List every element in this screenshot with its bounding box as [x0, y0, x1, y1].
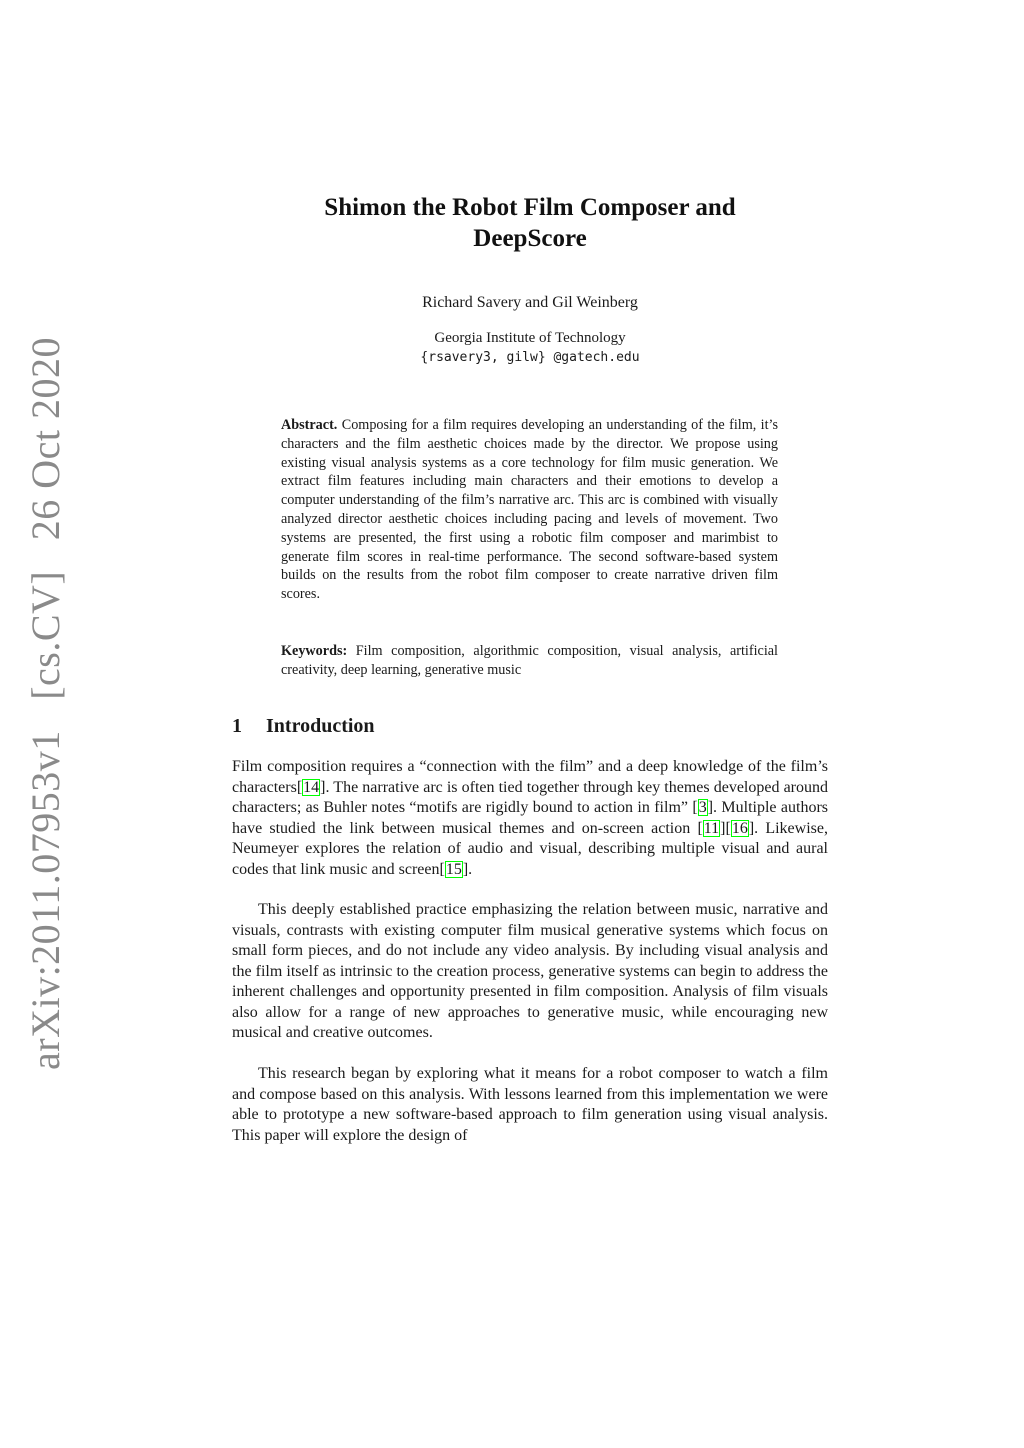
paragraph-1: Film composition requires a “connection with the film” and a deep knowledge of the film’s characters[14]. The narrative arc is often tied together through key themes developed around characters; as Buhler notes “motifs are rigidly bound to action in film” [3]. Multiple authors have studied the link between musical themes and on-screen action [11][16]. Likewise, Neumeyer explores the relation of audio and visual, describing multiple visual and aural codes that link music and screen[15].	[232, 758, 828, 878]
paragraph-1-text-b: . The narrative arc is often tied together through key themes developed around characters; as Buhler notes “motifs are rigidly bound to action in film”	[232, 778, 828, 816]
affiliation	[232, 329, 828, 367]
title-line-1: Shimon the Robot Film Composer and	[324, 194, 736, 221]
citation-link-3[interactable]: 3	[698, 799, 707, 816]
section-title: Introduction	[266, 715, 375, 737]
author-emails: {rsavery3, gilw} @gatech.edu	[420, 350, 640, 365]
abstract-label: Abstract.	[281, 417, 338, 433]
paragraph-3-text: This research began by exploring what it means for a robot composer to watch a film and compose based on this analysis. With lessons learned from this implementation we were able to prototype a new software-based approach to film generation using visual analysis. This paper will explore the design of	[232, 1065, 828, 1144]
abstract-text: Composing for a film requires developing an understanding of the film, it’s characters and the film aesthetic choices made by the director. We propose using existing visual analysis systems as a core technology for film music generation. We extract film features including main characters and their emotions to develop a computer understanding of the film’s narrative arc. This arc is combined with visually analyzed director aesthetic choices including pacing and levels of movement. Two systems are presented, the first using a robotic film composer and marimbist to generate film scores in real-time performance. The second software-based system builds on the results from the robot film composer to create narrative driven film scores.	[281, 417, 779, 603]
arxiv-id[interactable]: arXiv:2011.07953v1	[23, 730, 68, 1070]
arxiv-category: [cs.CV]	[23, 570, 68, 700]
paragraph-2	[232, 900, 828, 1044]
title-line-2: DeepScore	[473, 225, 587, 252]
citation-link-11[interactable]: 11	[703, 819, 720, 837]
arxiv-date: 26 Oct 2020	[23, 337, 68, 541]
citation-link-14[interactable]: 14	[303, 778, 320, 796]
keywords-text: Film composition, algorithmic composition, visual analysis, artificial creativity, deep learning, generative music	[281, 643, 779, 678]
paragraph-1-text-e: .	[468, 860, 473, 878]
paragraph-3	[232, 1064, 828, 1146]
paper-title	[232, 192, 828, 254]
keywords-label: Keywords:	[281, 643, 348, 659]
keywords	[281, 642, 778, 680]
citation-link-16[interactable]: 16	[731, 819, 748, 837]
paragraph-1-text-a: Film composition requires a “connection with the film” and a deep knowledge of the film’s characters	[232, 758, 828, 796]
abstract	[281, 416, 778, 604]
section-number: 1	[232, 715, 242, 737]
authors: Richard Savery and Gil Weinberg	[422, 294, 638, 311]
paragraph-2-text: This deeply established practice emphasizing the relation between music, narrative and visuals, contrasts with existing computer film musical generative systems which focus on small form pieces, and do not include any video analysis. By including visual analysis and the film itself as intrinsic to the creation process, generative systems can begin to address the inherent challenges and opportunity presented in film composition. Analysis of film visuals also allow for a range of new approaches to generative music, while encouraging new musical and creative outcomes.	[232, 901, 828, 1041]
citation-link-15[interactable]: 15	[445, 860, 462, 878]
institution: Georgia Institute of Technology	[434, 330, 626, 346]
paragraph-1-text-c: . Multiple authors have studied the link between musical themes and on-screen action	[232, 799, 828, 837]
section-heading-introduction	[232, 713, 375, 739]
paragraph-1-text-d: . Likewise, Neumeyer explores the relation of audio and visual, describing multiple visual and aural codes that link music and screen	[232, 819, 828, 878]
arxiv-stamp	[18, 337, 74, 1080]
